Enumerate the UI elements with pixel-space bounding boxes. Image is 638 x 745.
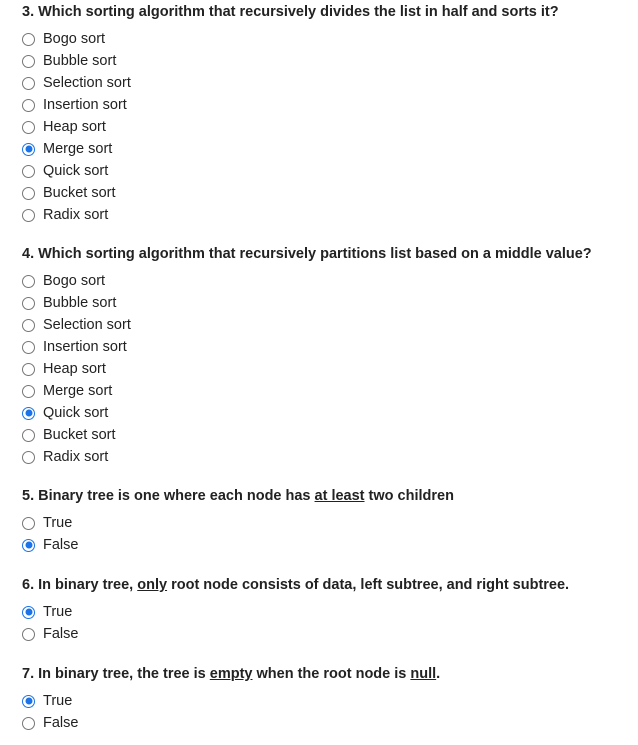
radio-button[interactable] <box>22 451 35 464</box>
option-bogo-sort[interactable] <box>22 270 638 292</box>
radio-button[interactable] <box>22 121 35 134</box>
options-list <box>22 270 638 468</box>
question-title <box>22 3 638 21</box>
option-label: Insertion sort <box>43 339 127 355</box>
radio-button[interactable] <box>22 99 35 112</box>
option-label: False <box>43 537 79 553</box>
radio-button[interactable] <box>22 319 35 332</box>
radio-button[interactable] <box>22 209 35 222</box>
option-insertion-sort[interactable] <box>22 336 638 358</box>
underlined-emphasis: at least <box>314 488 365 504</box>
option-label: Bucket sort <box>43 185 116 201</box>
options-list <box>22 512 638 556</box>
option-merge-sort[interactable] <box>22 138 638 160</box>
question-text: two children <box>364 488 454 504</box>
option-label: True <box>43 693 73 709</box>
option-true[interactable] <box>22 601 638 623</box>
options-list <box>22 690 638 734</box>
radio-button[interactable] <box>22 297 35 310</box>
question-text: 4. Which sorting algorithm that recursively partitions list based on a middle value? <box>22 246 592 262</box>
radio-button[interactable] <box>22 363 35 376</box>
option-selection-sort[interactable] <box>22 314 638 336</box>
option-label: Quick sort <box>43 163 109 179</box>
radio-selected[interactable] <box>22 407 35 420</box>
option-label: Bogo sort <box>43 273 106 289</box>
option-false[interactable] <box>22 623 638 645</box>
radio-selected[interactable] <box>22 606 35 619</box>
option-label: Radix sort <box>43 207 109 223</box>
option-label: Selection sort <box>43 75 131 91</box>
radio-selected[interactable] <box>22 539 35 552</box>
radio-selected[interactable] <box>22 695 35 708</box>
option-label: Insertion sort <box>43 97 127 113</box>
question-text: 3. Which sorting algorithm that recursively divides the list in half and sorts it? <box>22 4 559 20</box>
question-6 <box>22 576 638 645</box>
option-label: Quick sort <box>43 405 109 421</box>
radio-button[interactable] <box>22 33 35 46</box>
option-false[interactable] <box>22 712 638 734</box>
option-label: False <box>43 715 79 731</box>
radio-button[interactable] <box>22 628 35 641</box>
question-text: . <box>436 666 441 682</box>
question-3 <box>22 3 638 226</box>
option-label: Heap sort <box>43 361 106 377</box>
option-true[interactable] <box>22 690 638 712</box>
option-label: Bubble sort <box>43 53 117 69</box>
question-4 <box>22 245 638 468</box>
option-label: Selection sort <box>43 317 131 333</box>
option-bucket-sort[interactable] <box>22 424 638 446</box>
option-false[interactable] <box>22 534 638 556</box>
radio-button[interactable] <box>22 517 35 530</box>
option-label: True <box>43 604 73 620</box>
option-heap-sort[interactable] <box>22 116 638 138</box>
question-title <box>22 665 638 683</box>
question-title <box>22 245 638 263</box>
option-radix-sort[interactable] <box>22 446 638 468</box>
options-list <box>22 601 638 645</box>
radio-button[interactable] <box>22 429 35 442</box>
option-quick-sort[interactable] <box>22 160 638 182</box>
question-7 <box>22 665 638 734</box>
option-label: Heap sort <box>43 119 106 135</box>
question-5 <box>22 487 638 556</box>
options-list <box>22 28 638 226</box>
option-label: Bucket sort <box>43 427 116 443</box>
underlined-emphasis: null <box>410 666 437 682</box>
radio-button[interactable] <box>22 717 35 730</box>
radio-button[interactable] <box>22 275 35 288</box>
radio-selected[interactable] <box>22 143 35 156</box>
option-selection-sort[interactable] <box>22 72 638 94</box>
radio-button[interactable] <box>22 55 35 68</box>
radio-button[interactable] <box>22 187 35 200</box>
option-bucket-sort[interactable] <box>22 182 638 204</box>
option-merge-sort[interactable] <box>22 380 638 402</box>
option-bogo-sort[interactable] <box>22 28 638 50</box>
question-title <box>22 487 638 505</box>
option-true[interactable] <box>22 512 638 534</box>
question-text: 5. Binary tree is one where each node has <box>22 488 315 504</box>
radio-button[interactable] <box>22 341 35 354</box>
option-insertion-sort[interactable] <box>22 94 638 116</box>
option-radix-sort[interactable] <box>22 204 638 226</box>
option-label: False <box>43 626 79 642</box>
radio-button[interactable] <box>22 77 35 90</box>
option-bubble-sort[interactable] <box>22 50 638 72</box>
option-label: Bogo sort <box>43 31 106 47</box>
question-text: 6. In binary tree, <box>22 577 138 593</box>
option-label: Radix sort <box>43 449 109 465</box>
radio-button[interactable] <box>22 385 35 398</box>
question-title <box>22 576 638 594</box>
radio-button[interactable] <box>22 165 35 178</box>
option-bubble-sort[interactable] <box>22 292 638 314</box>
option-label: Merge sort <box>43 141 113 157</box>
underlined-emphasis: only <box>137 577 168 593</box>
option-label: Merge sort <box>43 383 113 399</box>
option-label: Bubble sort <box>43 295 117 311</box>
question-text: when the root node is <box>252 666 411 682</box>
option-heap-sort[interactable] <box>22 358 638 380</box>
option-label: True <box>43 515 73 531</box>
option-quick-sort[interactable] <box>22 402 638 424</box>
question-text: 7. In binary tree, the tree is <box>22 666 210 682</box>
underlined-emphasis: empty <box>209 666 253 682</box>
question-text: root node consists of data, left subtree, and right subtree. <box>167 577 570 593</box>
